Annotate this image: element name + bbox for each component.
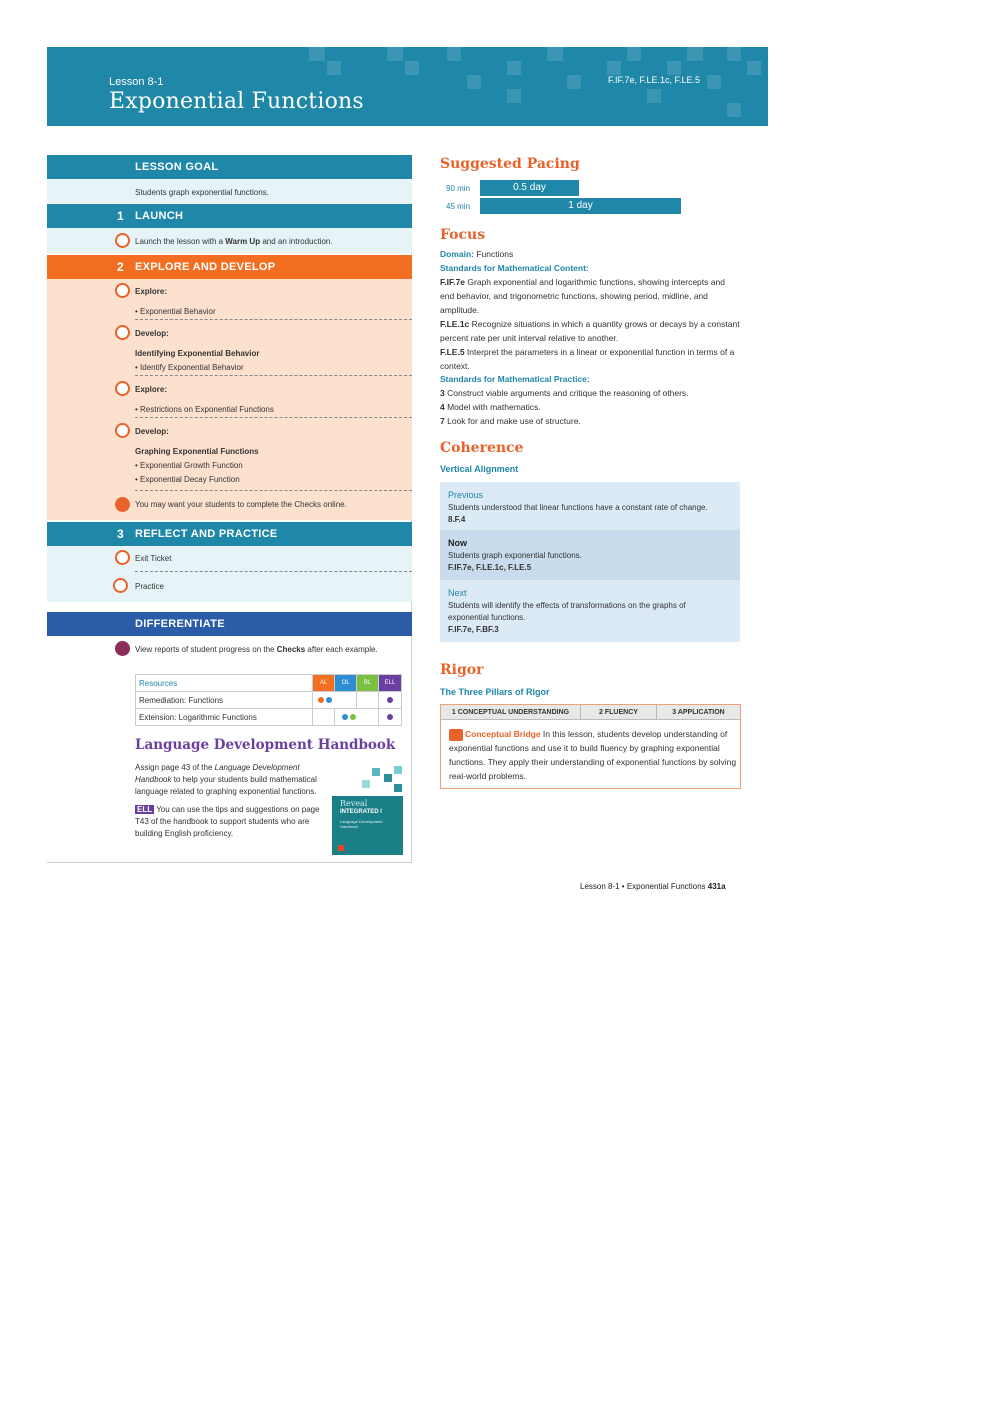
table-row	[136, 692, 402, 709]
rigor-col-application: 3 APPLICATION	[657, 705, 740, 720]
resources-header: Resources	[136, 675, 313, 692]
col-al: AL	[313, 675, 335, 692]
reflect-practice-label: REFLECT AND PRACTICE	[135, 528, 278, 540]
develop2-title: Graphing Exponential Functions	[135, 447, 259, 456]
focus-practice-3: 7 Look for and make use of structure.	[440, 416, 581, 426]
row-remediation: Remediation: Functions	[136, 692, 313, 709]
rigor-col-conceptual: 1 CONCEPTUAL UNDERSTANDING	[441, 705, 581, 720]
explore2-label: Explore:	[135, 385, 168, 394]
ell-badge: ELL	[137, 805, 153, 814]
resources-table	[135, 674, 402, 726]
conceptual-bridge-text: Conceptual Bridge In this lesson, students develop understanding of exponential functions and use it to build fluency by graphing exponential functions. They apply their understanding of exponential functions by solving real-world problems.	[449, 729, 737, 781]
person-icon	[113, 578, 128, 593]
pacing-90-bar: 0.5 day	[480, 180, 579, 196]
focus-standard-2: F.LE.1c Recognize situations in which a quantity grows or decays by a constant percent rate per unit interval relative to another.	[440, 319, 740, 343]
rigor-table	[440, 704, 741, 789]
student-icon	[115, 497, 130, 512]
explore-develop-number: 2	[117, 260, 124, 274]
reflect-practice-header	[47, 522, 412, 546]
lesson-goal-header	[47, 155, 412, 179]
focus-content-label: Standards for Mathematical Content:	[440, 263, 589, 273]
coherence-now: Now Students graph exponential functions. F.IF.7e, F.LE.1c, F.LE.5	[440, 530, 740, 580]
coherence-title: Coherence	[440, 440, 524, 456]
explore1-item: • Exponential Behavior	[135, 307, 216, 316]
page-footer: Lesson 8-1 • Exponential Functions 431a	[580, 882, 726, 891]
explore-develop-label: EXPLORE AND DEVELOP	[135, 261, 276, 273]
launch-panel	[47, 228, 412, 253]
group-icon	[115, 325, 130, 340]
explore-develop-header	[47, 255, 412, 279]
lesson-title: Exponential Functions	[109, 89, 364, 114]
checks-online-text: You may want your students to complete the Checks online.	[135, 500, 347, 509]
pacing-45-label: 45 min	[446, 202, 471, 211]
explore2-item: • Restrictions on Exponential Functions	[135, 405, 274, 414]
develop2-label: Develop:	[135, 427, 169, 436]
pacing-90-label: 90 min	[446, 184, 471, 193]
develop1-item: • Identify Exponential Behavior	[135, 363, 244, 372]
handbook-paragraph-1: Assign page 43 of the Language Development Handbook to help your students build mathematical language related to graphing exponential functions.	[135, 763, 317, 796]
lesson-banner	[47, 47, 768, 126]
lesson-goal-panel	[47, 179, 412, 203]
exit-ticket: Exit Ticket	[135, 554, 172, 563]
pacing-45-bar: 1 day	[480, 198, 681, 214]
col-bl: BL	[357, 675, 379, 692]
col-ol: OL	[335, 675, 357, 692]
launch-label: LAUNCH	[135, 210, 184, 222]
group-icon	[115, 423, 130, 438]
col-ell: ELL	[379, 675, 402, 692]
focus-practice-label: Standards for Mathematical Practice:	[440, 374, 590, 384]
launch-text: Launch the lesson with a Warm Up and an introduction.	[135, 237, 333, 246]
coherence-next: Next Students will identify the effects of transformations on the graphs of exponential functions. F.IF.7e, F.BF.3	[440, 580, 740, 642]
lesson-goal-label: LESSON GOAL	[135, 161, 219, 173]
pacing-title: Suggested Pacing	[440, 156, 580, 172]
focus-title: Focus	[440, 227, 486, 243]
handbook-title: Language Development Handbook	[135, 737, 396, 753]
rigor-title: Rigor	[440, 662, 484, 678]
chart-report-icon	[115, 641, 130, 656]
banner-standards: F.IF.7e, F.LE.1c, F.LE.5	[607, 75, 700, 85]
handbook-paragraph-2: ELL You can use the tips and suggestions on page T43 of the handbook to support students who are building English proficiency.	[135, 805, 320, 838]
differentiate-header	[47, 612, 412, 636]
group-icon	[115, 381, 130, 396]
focus-standard-1: F.IF.7e Graph exponential and logarithmic functions, showing intercepts and end behavior, and trigonometric functions, showing period, midline, and amplitude.	[440, 277, 725, 315]
table-row	[136, 709, 402, 726]
explore-develop-panel	[47, 279, 412, 520]
develop1-label: Develop:	[135, 329, 169, 338]
focus-practice-1: 3 Construct viable arguments and critique the reasoning of others.	[440, 388, 689, 398]
reflect-practice-number: 3	[117, 527, 124, 541]
focus-standard-3: F.LE.5 Interpret the parameters in a linear or exponential function in terms of a context.	[440, 347, 735, 371]
group-icon	[115, 550, 130, 565]
rigor-col-fluency: 2 FLUENCY	[581, 705, 657, 720]
launch-number: 1	[117, 209, 124, 223]
focus-domain: Domain: Functions	[440, 249, 514, 259]
table-row	[136, 675, 402, 692]
page-number: 431a	[707, 882, 726, 891]
launch-header	[47, 204, 412, 228]
group-icon	[115, 233, 130, 248]
handbook-cover-image: Reveal INTEGRATED I Language Development Handbook	[332, 764, 403, 855]
focus-practice-2: 4 Model with mathematics.	[440, 402, 541, 412]
coherence-subtitle: Vertical Alignment	[440, 464, 519, 474]
practice: Practice	[135, 582, 164, 591]
develop2-item1: • Exponential Growth Function	[135, 461, 243, 470]
lesson-plan-column	[47, 155, 412, 863]
explore1-label: Explore:	[135, 287, 168, 296]
develop1-title: Identifying Exponential Behavior	[135, 349, 260, 358]
differentiate-label: DIFFERENTIATE	[135, 618, 225, 630]
rigor-subtitle: The Three Pillars of Rigor	[440, 687, 550, 697]
row-extension: Extension: Logarithmic Functions	[136, 709, 313, 726]
group-icon	[115, 283, 130, 298]
lesson-number: Lesson 8-1	[109, 76, 164, 88]
differentiate-text: View reports of student progress on the Checks after each example.	[135, 645, 378, 654]
develop2-item2: • Exponential Decay Function	[135, 475, 240, 484]
reflect-practice-panel	[47, 546, 412, 602]
lesson-goal-text: Students graph exponential functions.	[135, 188, 269, 197]
coherence-previous: Previous Students understood that linear functions have a constant rate of change. 8.F.4	[440, 482, 740, 530]
